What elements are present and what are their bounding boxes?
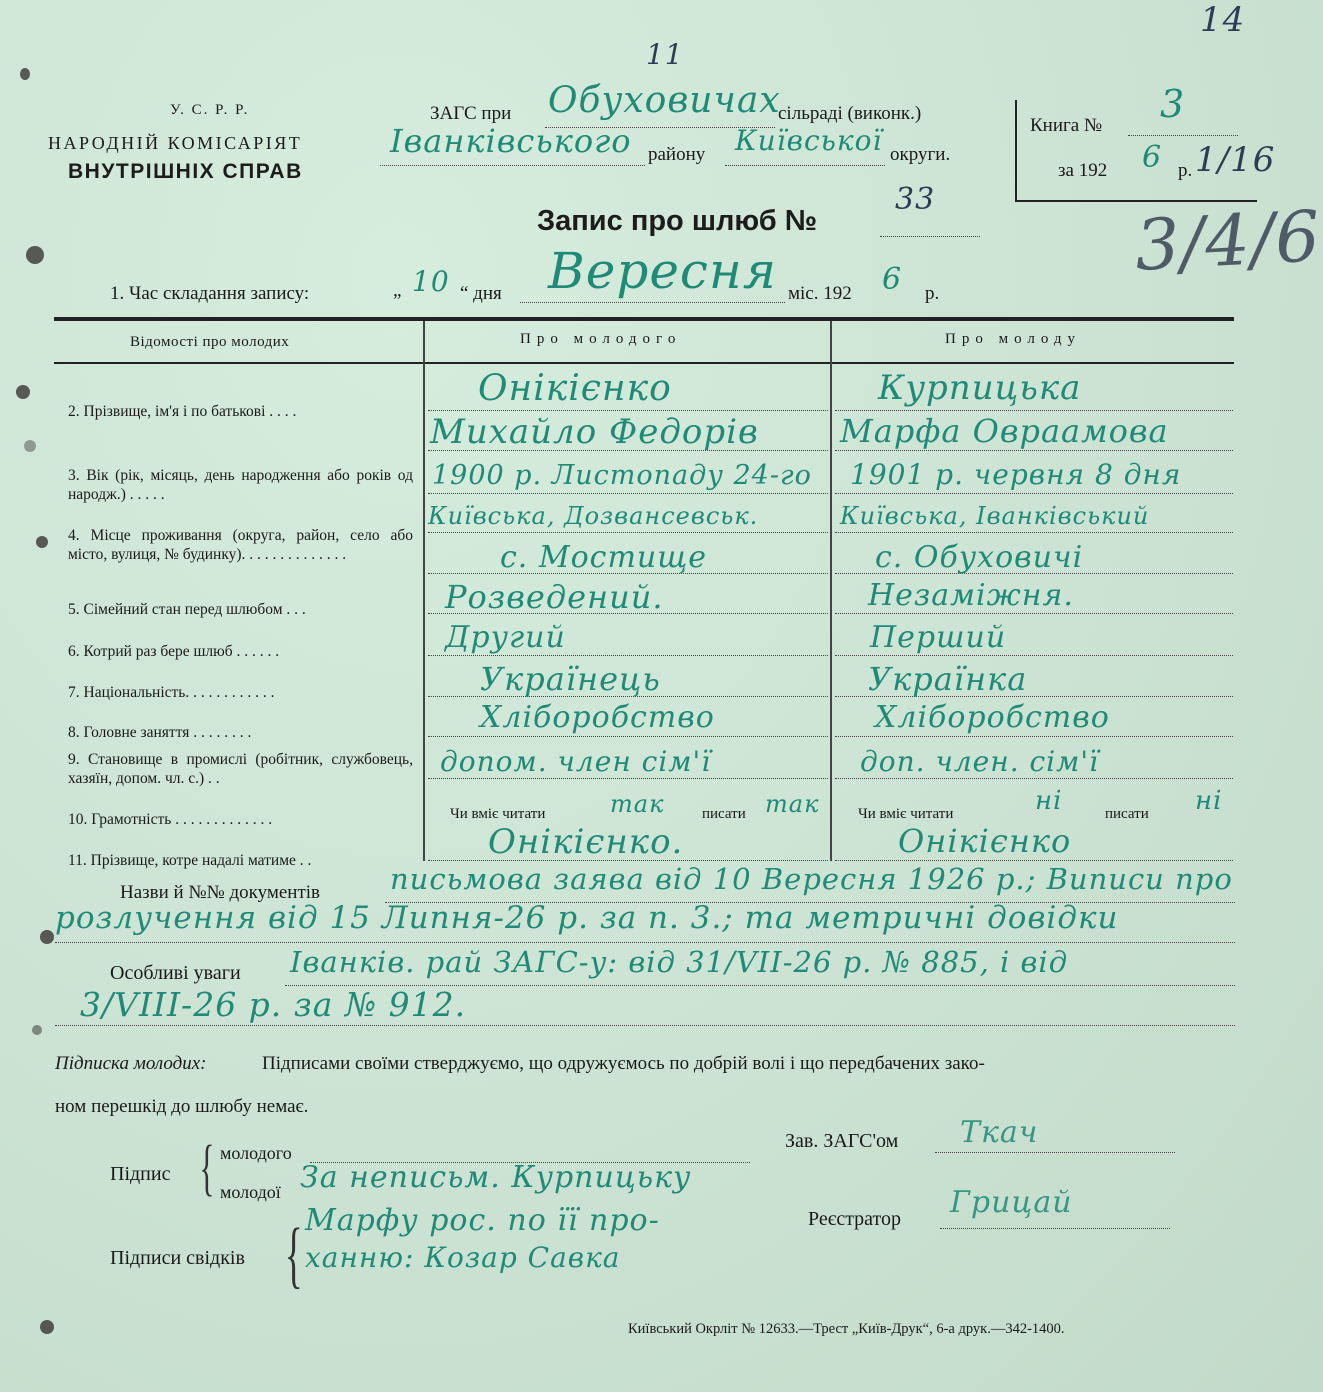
fill-line: [835, 532, 1233, 533]
okrug-suffix: округи.: [890, 144, 951, 165]
groom-residence-1: Київська, Дозвансевськ.: [428, 502, 759, 530]
documents-fill-line-2: [55, 942, 1235, 943]
documents-line2: розлучення від 15 Липня-26 р. за п. 3.; та метричні довідки: [55, 900, 1119, 936]
punch-hole: [20, 68, 30, 80]
row-label-times: 6. Котрий раз бере шлюб . . . . . .: [68, 643, 280, 660]
bride-residence-1: Київська, Іванківський: [840, 502, 1150, 530]
fill-line: [835, 613, 1233, 614]
signatures-statement-line1: Підписами своїми стверджуємо, що одружуємось по добрій волі і що передбачених зако-: [262, 1053, 985, 1074]
row-label-position: 9. Становище в промислі (робітник, службовець, хазяїн, допом. чл. с.) . .: [68, 751, 413, 787]
groom-read-label: Чи вміє читати: [450, 806, 546, 822]
groom-marital: Розведений.: [445, 578, 664, 616]
date-year-digit: 6: [882, 262, 903, 297]
row-label-nationality: 7. Національність. . . . . . . . . . . .: [68, 684, 275, 701]
fill-line: [428, 736, 828, 737]
groom-read-value: так: [610, 790, 665, 818]
head-label: Зав. ЗАГС'ом: [785, 1130, 899, 1152]
col-header-info: Відомості про молодих: [130, 334, 290, 350]
fill-line: [428, 655, 828, 656]
groom-given-names: Михайло Федорів: [430, 412, 759, 452]
printer-imprint: Київський Окрліт № 12633.—Трест „Київ-Друк“, 6-а друк.—342-1400.: [628, 1321, 1065, 1337]
bride-given-names: Марфа Овраамова: [840, 412, 1169, 450]
bride-sign-line2: Марфу роc. по її про-: [305, 1203, 660, 1238]
book-label: Книга №: [1030, 115, 1103, 136]
punch-hole: [16, 385, 30, 399]
struck-number: 11: [646, 38, 684, 71]
okrug-name: Київської: [735, 124, 883, 157]
district-name: Іванківського: [390, 122, 632, 160]
punch-hole: [40, 930, 54, 944]
book-year-suffix: р.: [1178, 160, 1193, 181]
groom-residence-2: с. Мостище: [500, 540, 708, 575]
registrar-sign-line: [940, 1228, 1170, 1229]
corner-extra-number: 3/4/6: [1132, 195, 1323, 287]
witnesses-brace: {: [284, 1214, 303, 1296]
punch-hole: [32, 1025, 42, 1035]
bride-write-label: писати: [1105, 806, 1149, 822]
bride-read-label: Чи вміє читати: [858, 806, 954, 822]
signatures-statement-line2: ном перешкід до шлюбу немає.: [55, 1096, 309, 1117]
table-divider-2: [830, 321, 832, 861]
remarks-label: Особливі уваги: [110, 962, 241, 984]
fill-line: [428, 532, 828, 533]
punch-hole: [26, 246, 44, 264]
district-suffix: району: [648, 144, 706, 165]
republic-abbrev: У. С. Р. Р.: [170, 102, 250, 118]
fill-line: [835, 736, 1233, 737]
witnesses-label: Підписи свідків: [110, 1247, 245, 1269]
remarks-fill-line-2: [55, 1025, 1235, 1026]
documents-line1: письмова заява від 10 Вересня 1926 р.; Виписи про: [390, 862, 1233, 896]
month-fill-line: [520, 302, 785, 303]
bride-surname: Курпицька: [878, 368, 1082, 408]
head-signature: Ткач: [960, 1115, 1039, 1150]
groom-times: Другий: [445, 620, 566, 655]
date-day: 10: [412, 265, 450, 298]
punch-hole: [36, 536, 48, 548]
row-label-marital: 5. Сімейний стан перед шлюбом . . .: [68, 601, 306, 618]
book-year-prefix: за 192: [1058, 160, 1108, 181]
book-number: 3: [1160, 82, 1186, 126]
groom-write-label: писати: [702, 806, 746, 822]
fill-line: [835, 655, 1233, 656]
row-label-literacy: 10. Грамотність . . . . . . . . . . . . .: [68, 811, 273, 828]
table-divider-1: [423, 321, 425, 861]
fill-line: [835, 860, 1233, 861]
district-fill-line: [380, 165, 645, 166]
record-number: 33: [895, 182, 936, 217]
groom-nationality: Українець: [480, 660, 661, 698]
groom-sign-label: молодого: [220, 1143, 292, 1163]
bride-occupation: Хліборобство: [875, 700, 1110, 735]
remarks-line1: Іванків. рай ЗАГС-у: від 31/VII-26 р. № 885, і від: [290, 945, 1069, 979]
groom-future-surname: Онікієнко.: [488, 822, 684, 862]
bride-sign-line3: ханню: Козар Савка: [305, 1241, 621, 1274]
fill-line: [835, 493, 1233, 494]
punch-hole: [24, 440, 36, 452]
signature-label: Підпис: [110, 1163, 171, 1185]
registrar-label: Реєстратор: [808, 1208, 902, 1230]
row-label-occupation: 8. Головне заняття . . . . . . . .: [68, 724, 252, 741]
bride-sign-label: молодої: [220, 1182, 281, 1202]
page-number: 14: [1200, 0, 1246, 40]
table-top-rule: [54, 317, 1234, 321]
bride-marital: Незаміжня.: [868, 578, 1074, 613]
row-label-surname: 11. Прізвище, котре надалі матиме . .: [68, 852, 312, 869]
row-label-residence: 4. Місце проживання (округа, район, село або місто, вулиця, № будинку). . . . . . . . . . . . . .: [68, 527, 413, 563]
fill-line: [428, 493, 828, 494]
bride-birth: 1901 р. червня 8 дня: [850, 458, 1182, 491]
fill-line: [428, 778, 828, 779]
row-label-name: 2. Прізвище, ім'я і по батькові . . . .: [68, 403, 297, 420]
groom-birth: 1900 р. Листопаду 24-го: [432, 460, 812, 491]
bride-sign-line1: За неписьм. Курпицьку: [300, 1160, 692, 1195]
groom-occupation: Хліборобство: [480, 700, 715, 735]
fill-line: [835, 410, 1233, 411]
okrug-fill-line: [725, 165, 885, 166]
bride-times: Перший: [870, 620, 1007, 655]
bride-write-value: ні: [1195, 786, 1223, 816]
row-label-age: 3. Вік (рік, місяць, день народження або років од народж.) . . . . .: [68, 467, 413, 503]
col-header-bride: Про молоду: [945, 331, 1082, 347]
groom-write-value: так: [765, 790, 820, 818]
brace: {: [199, 1134, 215, 1202]
groom-surname: Онікієнко: [478, 368, 672, 409]
date-year-suffix: р.: [925, 283, 940, 304]
head-sign-line: [935, 1152, 1175, 1153]
zags-prefix: ЗАГС при: [430, 103, 512, 124]
date-month: Вересня: [548, 242, 777, 300]
date-quote-close: “ дня: [460, 283, 502, 304]
bride-nationality: Українка: [868, 660, 1028, 698]
remarks-line2: 3/VIII-26 р. за № 912.: [80, 985, 467, 1024]
book-extra: 1/16: [1195, 140, 1276, 180]
fill-line: [428, 410, 828, 411]
bride-residence-2: с. Обуховичі: [875, 540, 1084, 575]
fill-line: [835, 778, 1233, 779]
documents-label: Назви й №№ документів: [120, 882, 321, 903]
date-month-label: міс. 192: [788, 283, 852, 304]
book-year-digit: 6: [1142, 140, 1163, 175]
village-name: Обуховичах: [548, 80, 781, 121]
table-header-rule: [54, 362, 1234, 364]
book-fill-line: [1128, 135, 1238, 136]
village-suffix: сільраді (виконк.): [778, 103, 922, 124]
title-fill-line: [880, 236, 980, 237]
signatures-heading: Підписка молодих:: [55, 1053, 207, 1074]
bride-future-surname: Онікієнко: [898, 822, 1072, 860]
date-quote-open: „: [393, 280, 402, 301]
groom-position: допом. член сім'ї: [440, 745, 712, 778]
bride-position: доп. член. сім'ї: [860, 745, 1100, 778]
registrar-signature: Грицай: [950, 1185, 1073, 1220]
fill-line: [835, 450, 1233, 451]
punch-hole: [40, 1320, 54, 1334]
bride-read-value: ні: [1035, 786, 1063, 816]
ministry-line1: НАРОДНІЙ КОМІСАРІЯТ: [48, 133, 303, 153]
col-header-groom: Про молодого: [520, 331, 682, 347]
page-title: Запис про шлюб №: [537, 205, 818, 237]
ministry-line2: ВНУТРІШНІХ СПРАВ: [68, 160, 303, 183]
date-label: 1. Час складання запису:: [110, 283, 310, 304]
